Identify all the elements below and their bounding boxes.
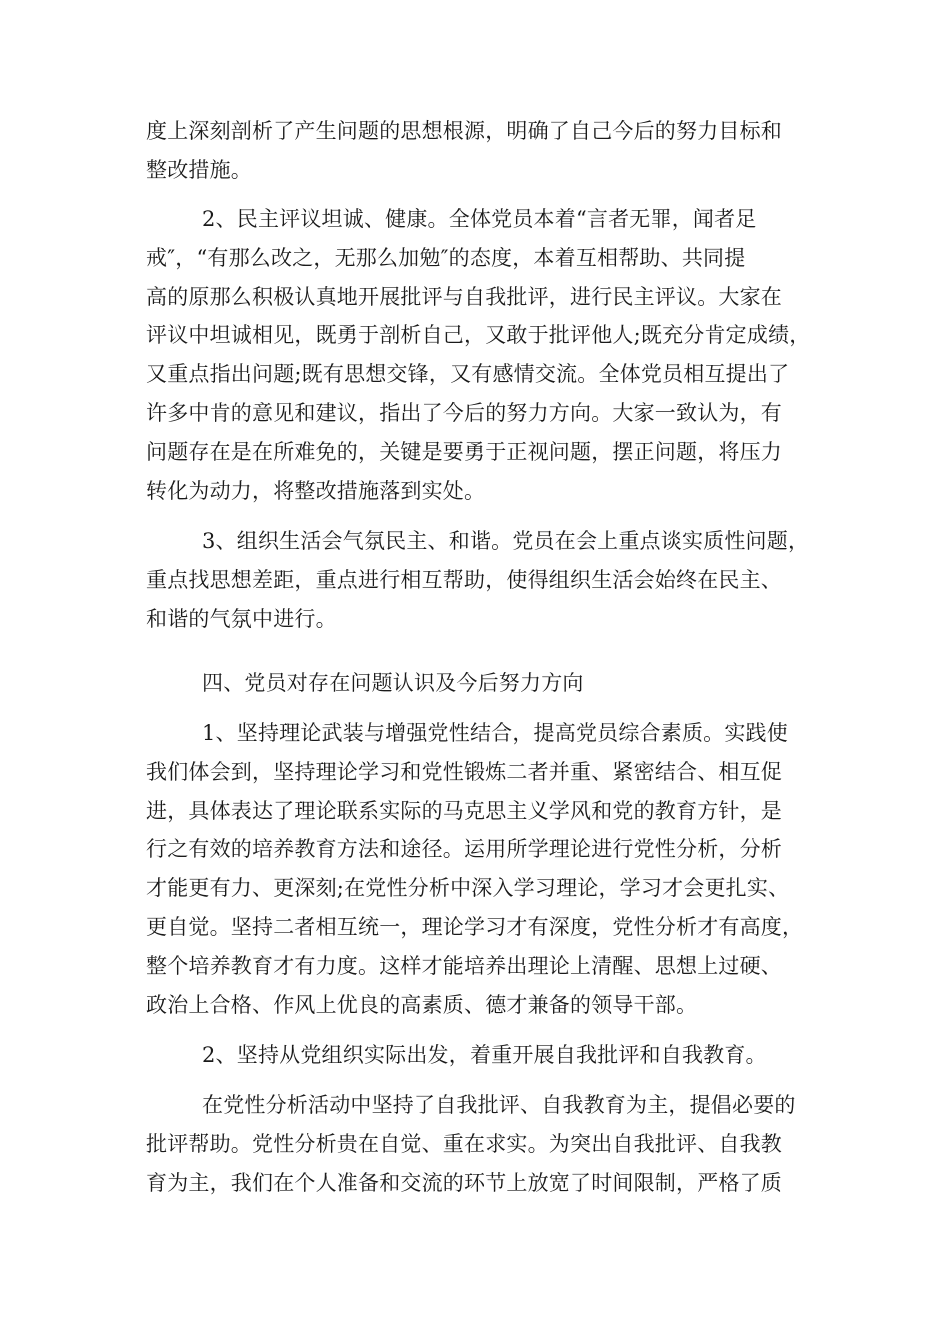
text-line: 更自觉。坚持二者相互统一，理论学习才有深度，党性分析才有高度， bbox=[146, 914, 804, 939]
text-line: 才能更有力、更深刻;在党性分析中深入学习理论，学习才会更扎实、 bbox=[146, 876, 790, 901]
text-line: 又重点指出问题;既有思想交锋，又有感情交流。全体党员相互提出了 bbox=[146, 362, 790, 387]
text-line: 评议中坦诚相见，既勇于剖析自己，又敢于批评他人;既充分肯定成绩， bbox=[146, 323, 811, 348]
text-line: 3、组织生活会气氛民主、和谐。党员在会上重点谈实质性问题， bbox=[202, 529, 810, 553]
paragraph-self-education bbox=[146, 1086, 796, 1202]
text-line: 批评帮助。党性分析贵在自觉、重在求实。为突出自我批评、自我教 bbox=[146, 1131, 782, 1156]
text-line: 行之有效的培养教育方法和途径。运用所学理论进行党性分析，分析 bbox=[146, 837, 782, 862]
paragraph-self-criticism-heading bbox=[146, 1036, 767, 1075]
text-line: 四、党员对存在问题认识及今后努力方向 bbox=[202, 671, 584, 695]
text-line: 1、坚持理论武装与增强党性结合，提高党员综合素质。实践使 bbox=[202, 721, 788, 745]
paragraph-democratic-review bbox=[146, 200, 810, 510]
section-heading bbox=[146, 664, 584, 703]
text-line: 2、民主评议坦诚、健康。全体党员本着“言者无罪，闻者足 bbox=[202, 207, 757, 231]
text-line: 重点找思想差距，重点进行相互帮助，使得组织生活会始终在民主、 bbox=[146, 567, 782, 592]
paragraph-meeting-atmosphere bbox=[146, 522, 809, 638]
text-line: 转化为动力，将整改措施落到实处。 bbox=[146, 478, 486, 503]
text-line: 和谐的气氛中进行。 bbox=[146, 606, 337, 631]
text-line: 戒″，“有那么改之，无那么加勉″的态度，本着互相帮助、共同提 bbox=[146, 245, 746, 270]
text-line: 整改措施。 bbox=[146, 157, 252, 182]
text-line: 问题存在是在所难免的，关键是要勇于正视问题，摆正问题，将压力 bbox=[146, 439, 782, 464]
text-line: 度上深刻剖析了产生问题的思想根源，明确了自己今后的努力目标和 bbox=[146, 119, 782, 143]
text-line: 许多中肯的意见和建议，指出了今后的努力方向。大家一致认为，有 bbox=[146, 400, 782, 425]
text-line: 整个培养教育才有力度。这样才能培养出理论上清醒、思想上过硬、 bbox=[146, 953, 782, 978]
text-line: 高的原那么积极认真地开展批评与自我批评，进行民主评议。大家在 bbox=[146, 284, 782, 309]
text-line: 2、坚持从党组织实际出发，着重开展自我批评和自我教育。 bbox=[202, 1043, 767, 1067]
text-line: 政治上合格、作风上优良的高素质、德才兼备的领导干部。 bbox=[146, 992, 698, 1017]
text-line: 育为主，我们在个人准备和交流的环节上放宽了时间限制，严格了质 bbox=[146, 1170, 782, 1195]
text-line: 进，具体表达了理论联系实际的马克思主义学风和党的教育方针，是 bbox=[146, 798, 782, 823]
text-line: 我们体会到，坚持理论学习和党性锻炼二者并重、紧密结合、相互促 bbox=[146, 759, 782, 784]
text-line: 在党性分析活动中坚持了自我批评、自我教育为主，提倡必要的 bbox=[202, 1093, 796, 1117]
paragraph-analysis-continued bbox=[146, 112, 782, 190]
paragraph-theory-and-party-spirit bbox=[146, 714, 803, 1024]
